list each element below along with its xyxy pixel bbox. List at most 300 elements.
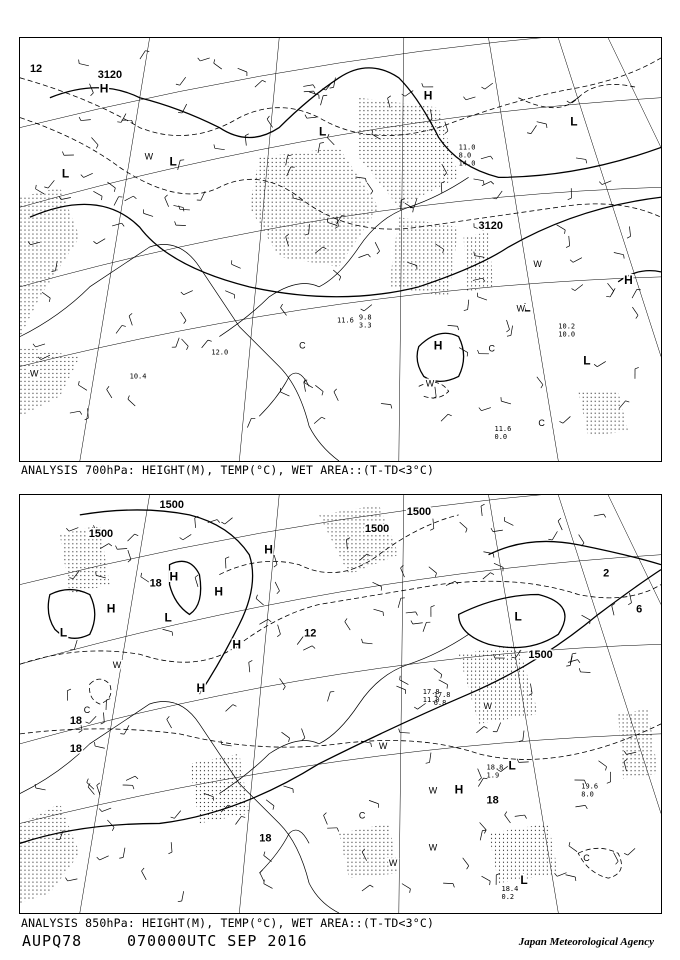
wind-barb-staff — [434, 669, 442, 675]
wind-barb-flag — [260, 870, 263, 873]
low-pressure-symbol: L — [59, 625, 68, 640]
wind-barb-flag — [79, 730, 82, 732]
wind-barb-staff — [552, 531, 557, 540]
wind-barb-staff — [614, 252, 624, 254]
station-value: 8.0 — [581, 790, 594, 799]
wind-barb-flag — [135, 534, 139, 536]
wind-barb-flag — [214, 144, 215, 148]
wind-barb-flag — [371, 191, 373, 194]
wind-barb-staff — [215, 148, 225, 149]
station-value: 10.4 — [129, 372, 147, 381]
wind-barb-staff — [255, 80, 262, 87]
wind-barb-staff — [235, 816, 241, 824]
wind-barb-staff — [260, 873, 264, 882]
wind-barb-staff — [74, 640, 77, 650]
wind-barb-flag — [448, 414, 452, 416]
wind-barb-staff — [79, 64, 89, 66]
wind-barb-staff — [264, 855, 272, 861]
wind-barb-flag — [44, 187, 48, 188]
wind-barb-staff — [129, 316, 132, 325]
wind-barb-staff — [430, 753, 431, 763]
map-700hpa-canvas — [20, 38, 661, 461]
wind-barb-staff — [504, 521, 513, 525]
wind-barb-flag — [128, 560, 131, 563]
wind-barb-flag — [604, 514, 606, 517]
wind-barb-flag — [565, 230, 566, 234]
wind-barb-flag — [570, 260, 573, 263]
wind-barb-staff — [180, 209, 190, 210]
low-pressure-symbol: L — [508, 758, 516, 773]
wind-barb-staff — [433, 519, 434, 529]
wind-barb-staff — [102, 808, 111, 811]
wind-barb-staff — [569, 236, 570, 246]
wind-barb-flag — [558, 518, 561, 521]
wind-barb-flag — [339, 277, 340, 281]
wind-barb-flag — [208, 340, 212, 341]
station-value: 11.0 — [422, 696, 440, 705]
wind-barb-flag — [249, 660, 253, 662]
wind-barb-staff — [238, 68, 247, 72]
wind-barb-flag — [106, 699, 110, 700]
station-value: 9.8 — [358, 313, 372, 322]
cold-center-symbol: C — [83, 704, 91, 715]
station-value: 19.6 — [581, 782, 599, 791]
wind-barb-flag — [422, 83, 423, 87]
wind-barb-flag — [312, 646, 315, 649]
wind-barb-flag — [568, 198, 572, 199]
wind-barb-staff — [264, 884, 273, 889]
wind-barb-flag — [506, 330, 509, 332]
wind-barb-flag — [635, 367, 639, 368]
wind-barb-flag — [566, 246, 570, 248]
warm-center-symbol: W — [144, 151, 154, 162]
wind-barb-staff — [70, 411, 80, 413]
wind-barb-staff — [628, 848, 635, 855]
cold-center-symbol: C — [583, 853, 590, 864]
wind-barb-flag — [578, 660, 580, 663]
wind-barb-staff — [195, 518, 196, 528]
wind-barb-staff — [474, 179, 484, 181]
wind-barb-flag — [171, 817, 175, 818]
wind-barb-staff — [225, 291, 234, 295]
wind-barb-flag — [273, 806, 274, 810]
contour-label: 1500 — [364, 522, 390, 535]
wind-barb-flag — [479, 778, 482, 781]
wind-barb-flag — [414, 707, 417, 709]
wind-barb-flag — [168, 852, 172, 854]
wind-barb-flag — [616, 861, 619, 864]
wind-barb-flag — [572, 653, 576, 654]
wind-barb-staff — [35, 344, 45, 347]
wind-barb-staff — [598, 761, 606, 767]
wind-barb-flag — [268, 619, 271, 622]
contour-label: 3120 — [97, 68, 123, 81]
station-value: 8.0 — [458, 151, 472, 160]
wind-barb-flag — [304, 379, 305, 383]
contour-label: 1500 — [159, 498, 184, 511]
wind-barb-staff — [200, 58, 209, 61]
contour-label: 18 — [69, 714, 83, 727]
wind-barb-staff — [91, 138, 98, 145]
wind-barb-staff — [381, 403, 391, 404]
wind-barb-staff — [302, 728, 305, 737]
wind-barb-staff — [87, 782, 94, 789]
wind-barb-flag — [277, 634, 280, 636]
wind-barb-staff — [267, 119, 272, 127]
wind-barb-staff — [89, 716, 96, 723]
wind-barb-staff — [364, 305, 372, 311]
caption-850hpa: ANALYSIS 850hPa: HEIGHT(M), TEMP(°C), WET AREA::(T-TD<3°C) — [21, 916, 435, 930]
wind-barb-staff — [441, 414, 448, 421]
chart-id: AUPQ78 — [22, 932, 83, 950]
station-value: 3.3 — [358, 321, 372, 330]
warm-center-symbol: W — [516, 303, 525, 314]
wind-barb-staff — [68, 879, 78, 881]
wind-barb-flag — [566, 665, 570, 666]
wind-barb-staff — [570, 98, 578, 104]
wind-barb-flag — [214, 59, 215, 63]
wind-barb-flag — [184, 320, 186, 323]
wind-barb-staff — [515, 815, 525, 816]
high-pressure-symbol: H — [214, 584, 224, 599]
station-value: 18.4 — [501, 885, 519, 894]
wind-barb-flag — [624, 255, 625, 259]
wind-barb-flag — [91, 93, 94, 96]
wind-barb-flag — [186, 346, 188, 350]
wind-barb-staff — [297, 637, 303, 645]
wind-barb-staff — [117, 549, 127, 550]
wind-barb-flag — [368, 254, 371, 257]
wind-barb-staff — [413, 623, 423, 624]
high-pressure-symbol: H — [196, 681, 206, 696]
wind-barb-flag — [624, 853, 628, 855]
wind-barb-flag — [79, 60, 80, 64]
wind-barb-staff — [632, 289, 637, 298]
wind-barb-staff — [569, 846, 577, 852]
wind-barb-flag — [361, 309, 364, 311]
wind-barb-flag — [109, 544, 112, 546]
wind-barb-flag — [478, 350, 479, 354]
wind-barb-flag — [399, 729, 400, 733]
wind-barb-flag — [391, 405, 392, 409]
wind-barb-flag — [441, 674, 442, 678]
wind-barb-staff — [367, 183, 373, 191]
wind-barb-flag — [458, 326, 459, 330]
wind-barb-staff — [582, 615, 591, 620]
wind-barb-staff — [274, 555, 277, 565]
wind-barb-staff — [249, 662, 250, 672]
wind-barb-staff — [476, 726, 484, 732]
wind-barb-staff — [232, 264, 241, 268]
wind-barb-flag — [135, 776, 138, 779]
wind-barb-flag — [636, 315, 638, 318]
wind-barb-staff — [48, 180, 54, 188]
wind-barb-flag — [548, 539, 552, 540]
contour-label: 1500 — [88, 527, 114, 540]
wind-barb-staff — [519, 762, 529, 763]
contour-label: 18 — [149, 577, 162, 590]
wind-barb-staff — [537, 377, 543, 385]
wind-barb-flag — [245, 134, 249, 136]
wind-barb-flag — [101, 722, 105, 724]
wind-barb-staff — [468, 300, 469, 310]
wind-barb-flag — [435, 573, 436, 577]
contour-label: 18 — [69, 742, 83, 755]
wind-barb-flag — [362, 639, 363, 643]
wind-barb-flag — [388, 96, 391, 98]
wind-barb-staff — [84, 173, 93, 177]
wind-barb-flag — [176, 84, 180, 85]
cold-center-symbol: C — [538, 418, 545, 429]
wind-barb-flag — [122, 223, 124, 226]
wind-barb-staff — [496, 191, 502, 199]
wind-barb-staff — [225, 518, 233, 524]
warm-center-symbol: W — [112, 660, 122, 671]
wind-barb-staff — [396, 686, 405, 690]
wind-barb-flag — [221, 741, 222, 745]
wind-barb-staff — [557, 225, 566, 230]
wind-barb-flag — [94, 742, 95, 746]
wind-barb-flag — [569, 842, 570, 846]
wind-barb-flag — [637, 289, 641, 290]
wind-barb-staff — [497, 723, 501, 732]
wind-barb-flag — [79, 117, 81, 121]
wind-barb-flag — [579, 668, 580, 672]
wind-barb-staff — [531, 125, 537, 133]
wind-barb-staff — [418, 703, 426, 709]
wind-barb-staff — [107, 389, 112, 397]
wind-barb-flag — [467, 353, 468, 357]
wind-barb-flag — [410, 889, 411, 893]
wind-barb-flag — [330, 87, 334, 88]
wind-barb-staff — [363, 643, 373, 644]
wind-barb-staff — [280, 678, 286, 686]
wind-barb-staff — [478, 769, 482, 778]
wind-barb-flag — [96, 145, 98, 149]
wind-barb-flag — [179, 206, 180, 210]
cold-center-symbol: C — [299, 340, 306, 351]
warm-center-symbol: W — [533, 258, 542, 269]
station-value: 18.8 — [486, 763, 504, 772]
wind-barb-staff — [174, 811, 180, 819]
wind-barb-staff — [97, 239, 106, 244]
wind-barb-staff — [481, 408, 490, 411]
station-value: 17.8 — [433, 691, 451, 700]
wind-barb-flag — [198, 58, 201, 61]
wind-barb-flag — [281, 304, 283, 307]
warm-center-symbol: W — [428, 785, 438, 796]
contour-label: 12 — [29, 62, 43, 75]
wind-barb-flag — [430, 529, 434, 531]
wind-barb-flag — [33, 344, 35, 347]
wind-barb-flag — [277, 591, 280, 594]
warm-center-symbol: W — [388, 858, 398, 869]
cold-center-symbol: C — [358, 810, 366, 821]
contour-label: 1500 — [406, 505, 432, 518]
wind-barb-staff — [358, 254, 367, 257]
wind-barb-flag — [377, 251, 380, 254]
map-850hpa-canvas — [20, 495, 661, 913]
wind-barb-flag — [431, 605, 435, 606]
wind-barb-flag — [517, 759, 519, 763]
wind-barb-staff — [327, 692, 330, 702]
wind-barb-flag — [313, 85, 315, 88]
wet-area-850 — [20, 505, 658, 903]
wind-barb-flag — [527, 133, 531, 134]
wind-barb-flag — [262, 80, 266, 82]
wind-barb-flag — [145, 51, 149, 52]
wind-barb-staff — [602, 181, 611, 185]
wind-barb-staff — [483, 573, 491, 579]
contour-label: 3120 — [478, 220, 503, 233]
wind-barb-staff — [125, 196, 134, 201]
wind-barb-staff — [324, 815, 328, 824]
wind-barb-flag — [490, 881, 491, 885]
wind-barb-flag — [86, 722, 90, 724]
wind-barb-flag — [241, 816, 245, 817]
contour-label: 18 — [486, 794, 499, 807]
high-pressure-symbol: H — [232, 637, 241, 652]
wind-barb-flag — [467, 866, 469, 869]
wind-barb-flag — [141, 573, 142, 577]
wind-barb-flag — [484, 726, 487, 728]
wind-barb-staff — [435, 387, 436, 397]
wind-barb-staff — [566, 875, 576, 877]
wind-barb-flag — [117, 122, 121, 123]
low-pressure-symbol: L — [169, 154, 177, 169]
wind-barb-staff — [334, 392, 338, 401]
wind-barb-flag — [628, 603, 631, 605]
map-panel-850hpa — [19, 494, 662, 914]
wind-barb-staff — [163, 629, 173, 632]
wind-barb-flag — [334, 389, 337, 392]
wind-barb-staff — [398, 598, 401, 608]
low-pressure-symbol: L — [570, 114, 578, 129]
wind-barb-staff — [573, 258, 582, 263]
wind-barb-flag — [256, 595, 257, 599]
wind-barb-staff — [123, 848, 125, 858]
station-value: 12.0 — [211, 348, 229, 357]
wind-barb-flag — [481, 87, 484, 89]
wind-barb-flag — [102, 196, 103, 200]
wind-barb-staff — [121, 114, 126, 123]
wind-barb-flag — [411, 621, 413, 624]
wind-barb-flag — [416, 612, 418, 616]
low-pressure-symbol: L — [583, 353, 591, 368]
high-pressure-symbol: H — [433, 338, 443, 353]
wind-barb-staff — [480, 822, 487, 829]
wind-barb-staff — [594, 514, 604, 516]
wind-barb-flag — [93, 241, 96, 243]
wind-barb-flag — [225, 557, 229, 559]
wind-barb-flag — [491, 156, 493, 159]
wind-barb-flag — [320, 143, 324, 144]
wind-barb-staff — [460, 522, 467, 529]
wind-barb-flag — [626, 401, 630, 402]
wind-barb-flag — [274, 565, 277, 567]
wind-barb-flag — [599, 182, 602, 185]
wind-barb-staff — [481, 506, 482, 516]
wind-barb-staff — [171, 842, 172, 852]
wind-barb-flag — [97, 783, 100, 786]
wind-barb-flag — [217, 520, 220, 523]
wind-barb-flag — [546, 124, 547, 128]
wind-barb-staff — [466, 97, 476, 100]
wind-barb-flag — [594, 364, 597, 366]
station-value: 17.8 — [422, 688, 440, 697]
wind-barb-flag — [491, 181, 494, 184]
wind-barb-staff — [97, 785, 100, 794]
wind-barb-staff — [283, 786, 293, 789]
wind-barb-flag — [122, 325, 126, 326]
wind-barb-flag — [221, 522, 224, 524]
wind-barb-flag — [606, 767, 607, 771]
wind-barb-staff — [128, 534, 135, 541]
low-pressure-symbol: L — [164, 610, 172, 625]
wind-barb-flag — [183, 207, 184, 211]
wind-barb-flag — [490, 573, 493, 575]
wind-barb-flag — [491, 528, 493, 531]
wind-barb-flag — [607, 782, 611, 783]
wind-barb-flag — [554, 873, 557, 876]
wind-barb-flag — [267, 116, 269, 119]
wind-barb-staff — [128, 550, 131, 559]
wind-barb-staff — [116, 325, 122, 333]
wind-barb-flag — [481, 504, 485, 506]
wind-barb-flag — [129, 313, 132, 316]
wind-barb-staff — [480, 831, 482, 841]
wind-barb-flag — [541, 385, 543, 388]
wind-barb-flag — [314, 91, 316, 95]
wind-barb-staff — [402, 884, 410, 889]
wind-barb-staff — [597, 361, 605, 366]
wind-barb-flag — [99, 809, 102, 812]
wind-barb-flag — [606, 296, 610, 297]
wind-barb-staff — [42, 292, 50, 298]
wind-barb-flag — [233, 705, 237, 707]
wind-barb-flag — [181, 292, 184, 295]
wind-barb-staff — [557, 873, 566, 877]
wind-barb-staff — [184, 291, 193, 295]
wind-barb-staff — [112, 223, 122, 226]
wind-barb-staff — [128, 399, 135, 406]
wind-barb-staff — [173, 205, 183, 207]
wind-barb-staff — [182, 339, 189, 346]
wind-barb-staff — [481, 156, 491, 159]
high-pressure-symbol: H — [106, 601, 116, 616]
wind-barb-staff — [400, 680, 409, 685]
wind-barb-staff — [95, 746, 105, 748]
wind-barb-flag — [133, 785, 134, 789]
wind-barb-staff — [482, 876, 491, 881]
wind-barb-staff — [523, 731, 524, 741]
wind-barb-flag — [49, 298, 50, 302]
station-value: 10.0 — [558, 330, 576, 339]
wind-barb-flag — [483, 181, 484, 185]
wind-barb-staff — [406, 612, 416, 613]
wind-barb-flag — [283, 687, 285, 690]
wind-barb-flag — [466, 529, 467, 533]
wind-barb-staff — [345, 622, 350, 630]
wind-barb-flag — [400, 676, 401, 680]
wind-barb-flag — [612, 291, 614, 294]
wind-barb-flag — [165, 195, 168, 198]
wind-barb-staff — [423, 622, 426, 631]
warm-center-symbol: W — [378, 740, 388, 751]
wind-barb-staff — [281, 308, 287, 316]
high-pressure-symbol: H — [169, 569, 179, 584]
wind-barb-flag — [586, 159, 587, 163]
